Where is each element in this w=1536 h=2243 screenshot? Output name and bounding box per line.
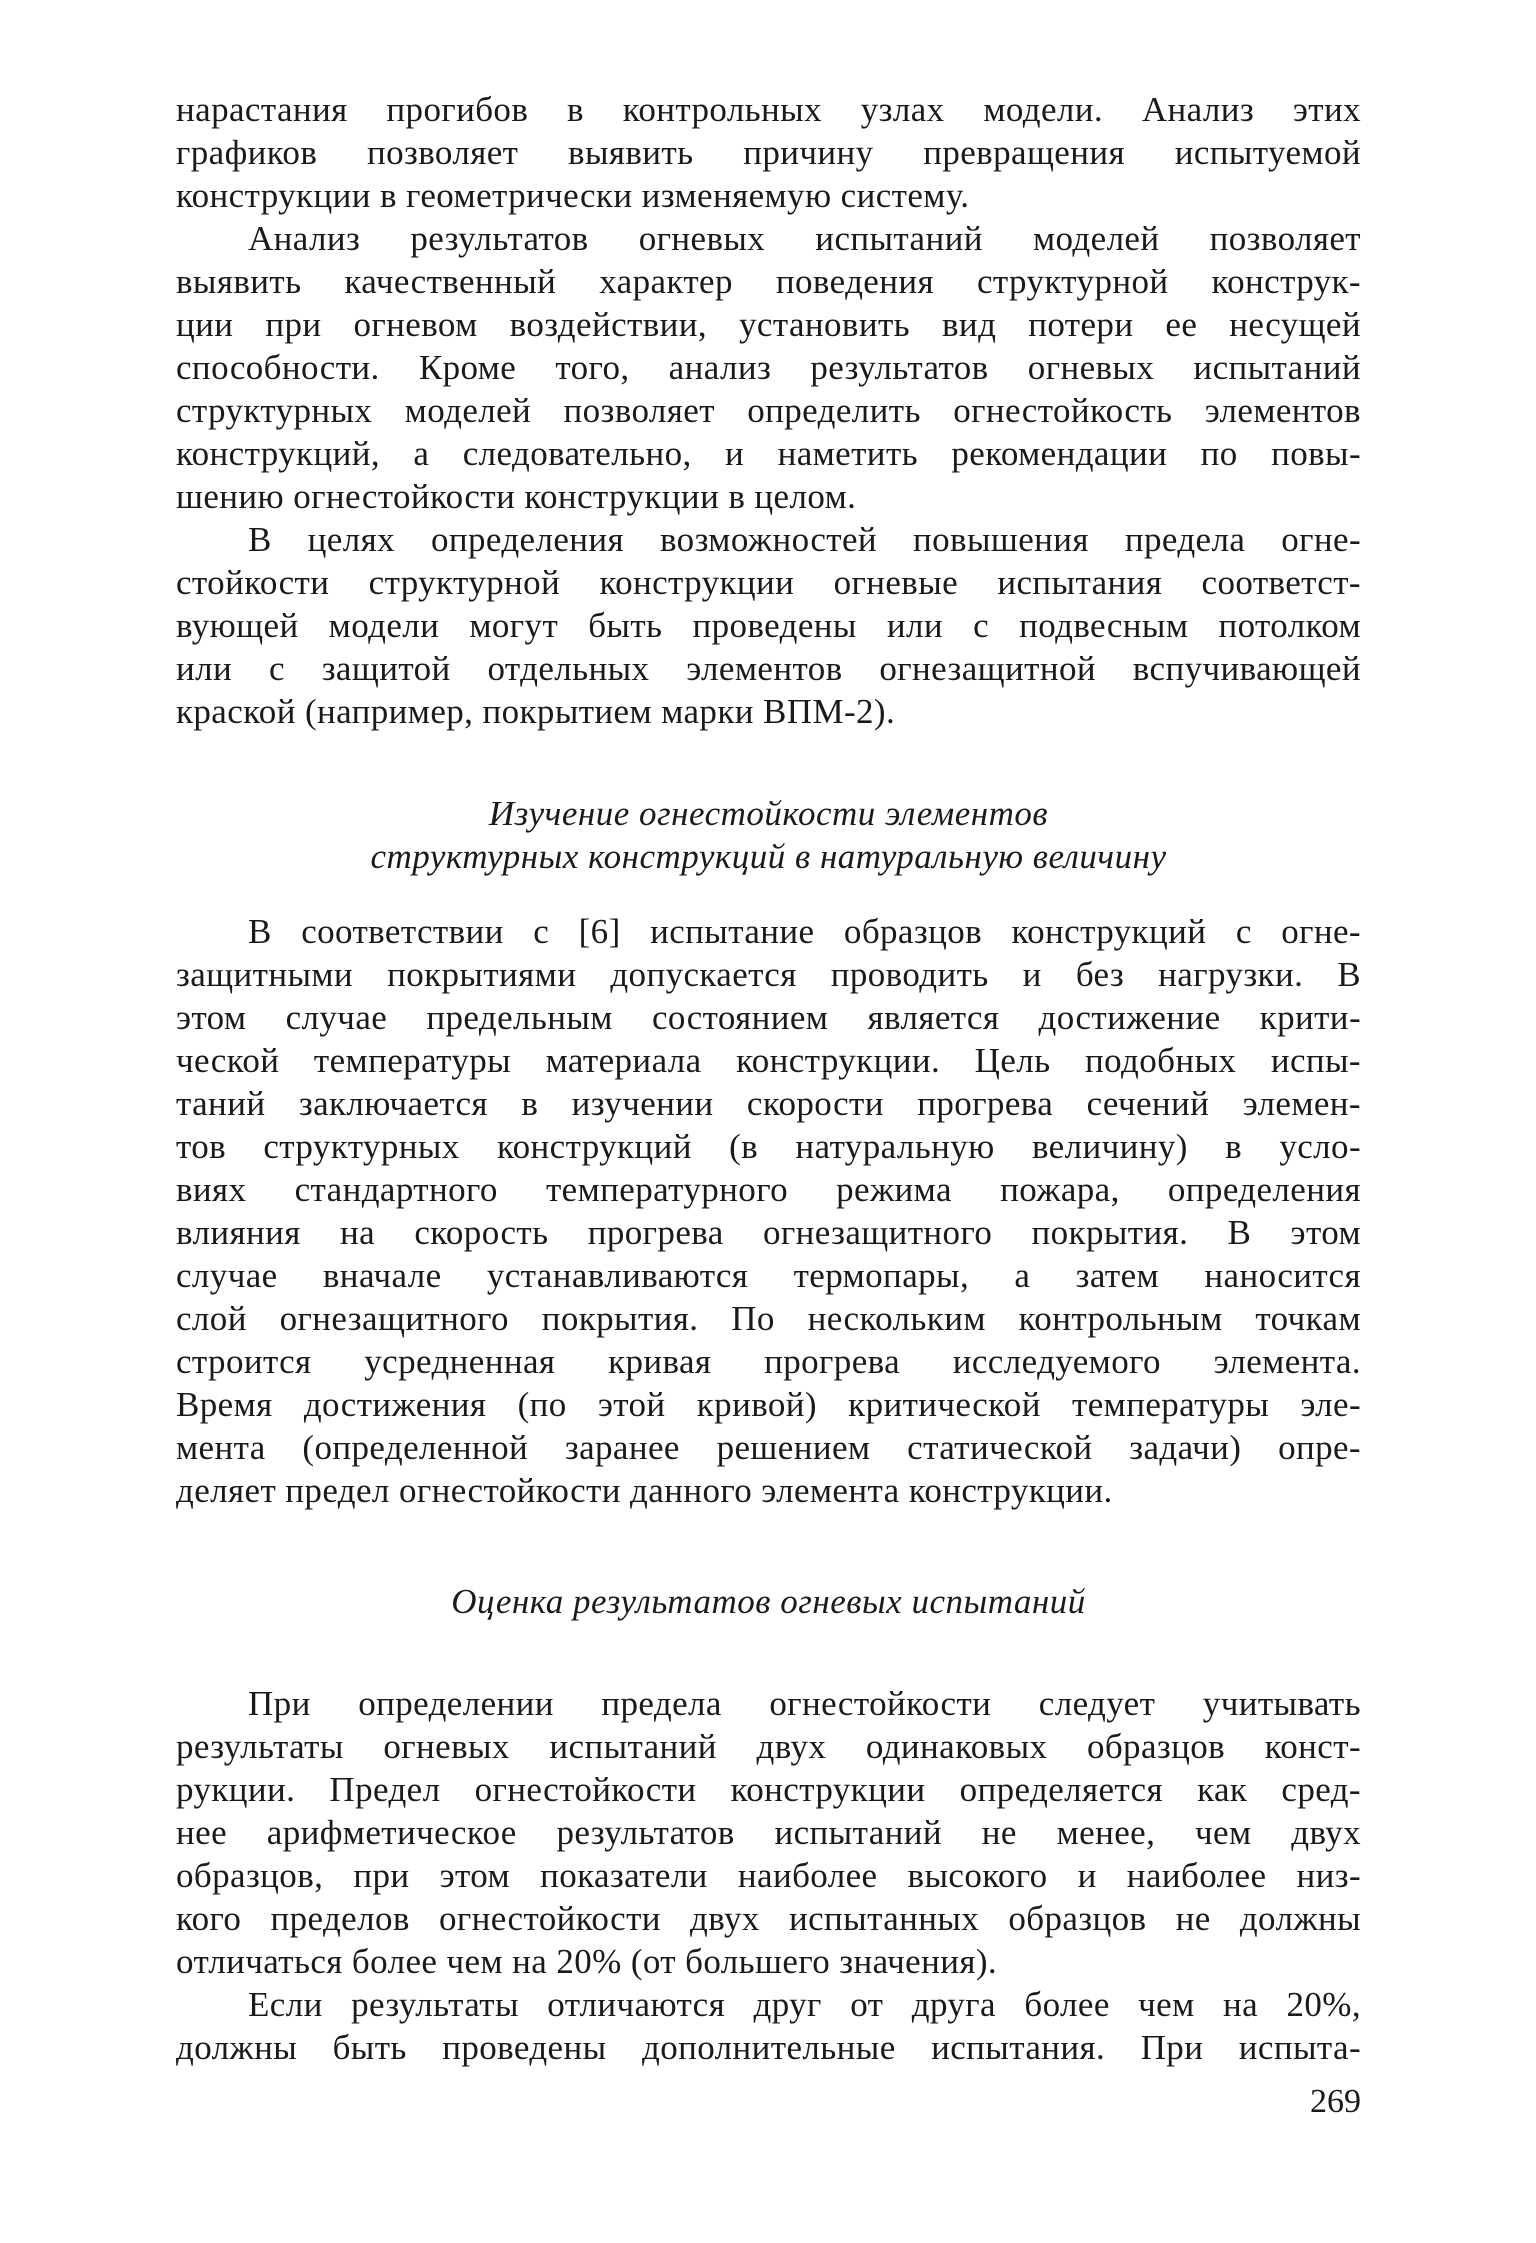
text-line: случае вначале устанавливаются термопары, а затем наносится (176, 1256, 1361, 1295)
section-heading-evaluation (176, 1580, 1361, 1623)
text-line: шению огнестойкости конструкции в целом. (176, 477, 857, 516)
heading-line: Изучение огнестойкости элементов (488, 794, 1049, 833)
text-line: вующей модели могут быть проведены или с подвесным потолком (176, 606, 1361, 645)
intro-paragraphs (176, 88, 1361, 733)
text-line: Если результаты отличаются друг от друга более чем на 20%, (248, 1985, 1361, 2024)
text-line: отличаться более чем на 20% (от большего значения). (176, 1942, 998, 1981)
text-line: строится усредненная кривая прогрева исследуемого элемента. (176, 1342, 1361, 1381)
text-line: деляет предел огнестойкости данного элемента конструкции. (176, 1471, 1113, 1510)
text-line: конструкции в геометрически изменяемую систему. (176, 176, 970, 215)
text-line: Анализ результатов огневых испытаний моделей позволяет (248, 219, 1361, 258)
text-line: рукции. Предел огнестойкости конструкции определяется как сред- (176, 1770, 1361, 1809)
text-line: слой огнезащитного покрытия. По нескольким контрольным точкам (176, 1299, 1361, 1338)
text-line: нарастания прогибов в контрольных узлах модели. Анализ этих (176, 90, 1361, 129)
text-line: графиков позволяет выявить причину превращения испытуемой (176, 133, 1361, 172)
section-natural-size-body (176, 910, 1361, 1512)
text-line: структурных моделей позволяет определить огнестойкость элементов (176, 391, 1361, 430)
text-line: этом случае предельным состоянием является достижение крити- (176, 998, 1361, 1037)
text-line: кого пределов огнестойкости двух испытанных образцов не должны (176, 1899, 1361, 1938)
text-line: нее арифметическое результатов испытаний не менее, чем двух (176, 1813, 1361, 1852)
text-line: В целях определения возможностей повышения предела огне- (248, 520, 1361, 559)
text-line: виях стандартного температурного режима пожара, определения (176, 1170, 1361, 1209)
text-line: конструкций, а следовательно, и наметить рекомендации по повы- (176, 434, 1361, 473)
text-line: должны быть проведены дополнительные испытания. При испыта- (176, 2028, 1361, 2067)
text-line: или с защитой отдельных элементов огнезащитной вспучивающей (176, 649, 1361, 688)
text-line: При определении предела огнестойкости следует учитывать (248, 1684, 1361, 1723)
section-evaluation-body (176, 1682, 1361, 2069)
text-line: таний заключается в изучении скорости прогрева сечений элемен- (176, 1084, 1361, 1123)
text-line: ческой температуры материала конструкции. Цель подобных испы- (176, 1041, 1361, 1080)
text-line: результаты огневых испытаний двух одинаковых образцов конст- (176, 1727, 1361, 1766)
text-line: Время достижения (по этой кривой) критической температуры эле- (176, 1385, 1361, 1424)
text-line: мента (определенной заранее решением статической задачи) опре- (176, 1428, 1361, 1467)
page-number: 269 (1310, 2083, 1361, 2120)
text-line: образцов, при этом показатели наиболее высокого и наиболее низ- (176, 1856, 1361, 1895)
text-line: защитными покрытиями допускается проводить и без нагрузки. В (176, 955, 1361, 994)
text-line: ции при огневом воздействии, установить вид потери ее несущей (176, 305, 1361, 344)
section-heading-natural-size (176, 792, 1361, 878)
text-line: В соответствии с [6] испытание образцов конструкций с огне- (248, 912, 1361, 951)
text-line: тов структурных конструкций (в натуральную величину) в усло- (176, 1127, 1361, 1166)
text-line: влияния на скорость прогрева огнезащитного покрытия. В этом (176, 1213, 1361, 1252)
text-line: стойкости структурной конструкции огневые испытания соответст- (176, 563, 1361, 602)
text-line: способности. Кроме того, анализ результатов огневых испытаний (176, 348, 1361, 387)
text-line: выявить качественный характер поведения структурной конструк- (176, 262, 1361, 301)
heading-line: Оценка результатов огневых испытаний (451, 1582, 1086, 1621)
text-line: краской (например, покрытием марки ВПМ-2). (176, 692, 896, 731)
heading-line: структурных конструкций в натуральную величину (370, 837, 1167, 876)
